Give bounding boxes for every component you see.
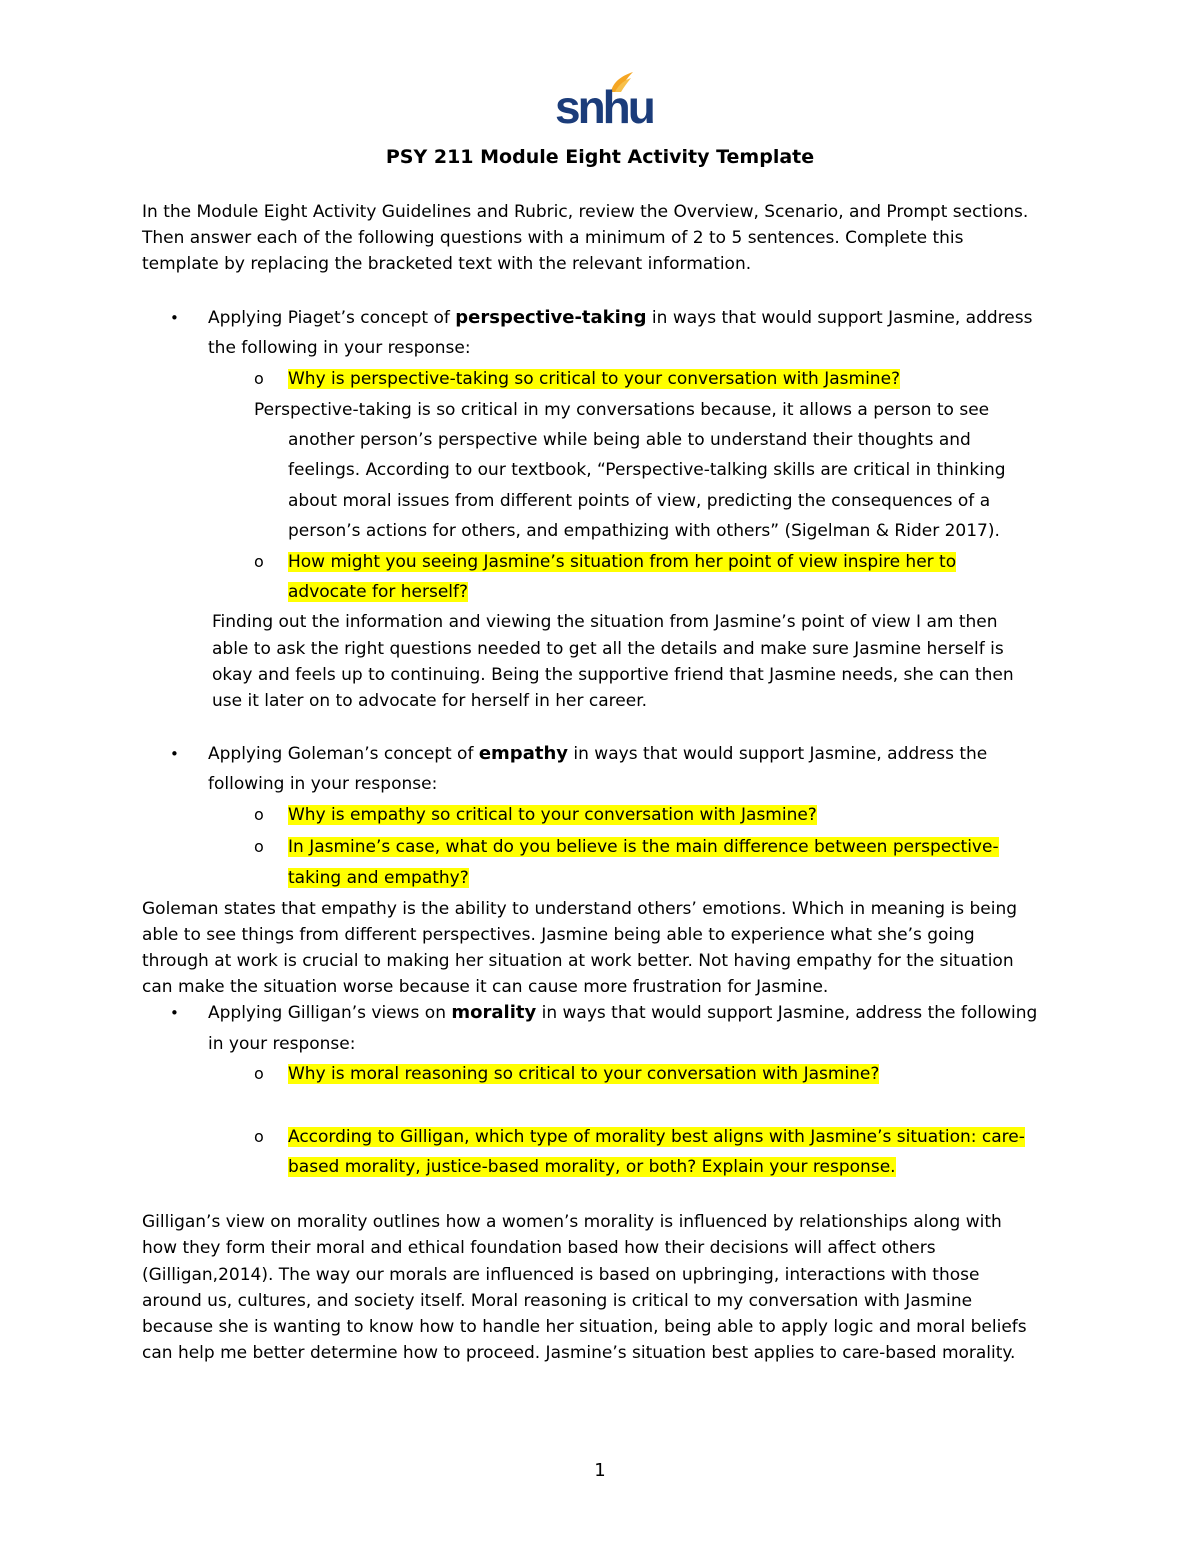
section3-heading-line2: in your response: — [208, 1034, 356, 1054]
highlighted-question: taking and empathy? — [288, 868, 469, 888]
section1-heading-line2: the following in your response: — [208, 338, 471, 358]
section1-prefix: Applying Piaget’s concept of — [208, 308, 450, 328]
highlighted-question: Why is moral reasoning so critical to your conversation with Jasmine? — [288, 1064, 880, 1084]
bullet-icon: • — [170, 745, 179, 763]
highlighted-question: Why is empathy so critical to your conversation with Jasmine? — [288, 805, 817, 825]
section3-suffix: in ways that would support Jasmine, address the following — [541, 1003, 1038, 1023]
sub-bullet-icon: o — [254, 369, 264, 388]
section3-answer-line: around us, cultures, and society itself. Moral reasoning is critical to my conversation with Jasmine — [142, 1291, 973, 1311]
section3-prefix: Applying Gilligan’s views on — [208, 1003, 446, 1023]
section3-answer-line: Gilligan’s view on morality outlines how a women’s morality is influenced by relationships along with — [142, 1212, 1002, 1232]
highlighted-question: According to Gilligan, which type of morality best aligns with Jasmine’s situation: care- — [288, 1127, 1025, 1147]
sub-bullet-icon: o — [254, 552, 264, 571]
section1-answer1-line: feelings. According to our textbook, “Perspective-talking skills are critical in thinking — [288, 460, 1006, 480]
section1-answer1-line: another person’s perspective while being able to understand their thoughts and — [288, 430, 971, 450]
highlighted-question: based morality, justice-based morality, or both? Explain your response. — [288, 1157, 896, 1177]
section1-question1 — [288, 366, 900, 392]
intro-line: In the Module Eight Activity Guidelines and Rubric, review the Overview, Scenario, and Prompt sections. — [142, 202, 1029, 222]
intro-line: template by replacing the bracketed text with the relevant information. — [142, 254, 752, 274]
page-title: PSY 211 Module Eight Activity Template — [385, 146, 815, 168]
section2-question1 — [288, 802, 817, 828]
section1-question2-line2 — [288, 579, 468, 605]
section3-heading — [208, 1000, 1037, 1026]
sub-bullet-icon: o — [254, 805, 264, 824]
section3-question2 — [288, 1124, 1025, 1150]
highlighted-question: advocate for herself? — [288, 582, 469, 602]
section3-keyword: morality — [451, 1002, 537, 1023]
section1-answer1-line: about moral issues from different points of view, predicting the consequences of a — [288, 491, 991, 511]
sub-bullet-icon: o — [254, 1064, 264, 1083]
bullet-icon: • — [170, 309, 179, 327]
section2-keyword: empathy — [478, 743, 568, 764]
section2-heading-line2: following in your response: — [208, 774, 438, 794]
section2-heading — [208, 741, 987, 767]
section1-suffix: in ways that would support Jasmine, address — [651, 308, 1033, 328]
section3-answer-line: can help me better determine how to proceed. Jasmine’s situation best applies to care-based morality. — [142, 1343, 1016, 1363]
intro-line: Then answer each of the following questions with a minimum of 2 to 5 sentences. Complete this — [142, 228, 964, 248]
snhu-logo — [553, 72, 653, 134]
bullet-icon: • — [170, 1004, 179, 1022]
section1-answer1-line: person’s actions for others, and empathizing with others” (Sigelman & Rider 2017). — [288, 521, 1000, 541]
highlighted-question: In Jasmine’s case, what do you believe is the main difference between perspective- — [288, 837, 999, 857]
sub-bullet-icon: o — [254, 837, 264, 856]
section2-answer-line: through at work is crucial to making her situation at work better. Not having empathy for the situation — [142, 951, 1014, 971]
section3-answer-line: (Gilligan,2014). The way our morals are influenced is based on upbringing, interactions with those — [142, 1265, 980, 1285]
section1-answer2-line: Finding out the information and viewing the situation from Jasmine’s point of view I am then — [212, 612, 998, 632]
section2-question2 — [288, 834, 999, 860]
section3-question2-line2 — [288, 1154, 896, 1180]
section1-answer2-line: okay and feels up to continuing. Being the supportive friend that Jasmine needs, she can then — [212, 665, 1014, 685]
section2-answer-line: Goleman states that empathy is the ability to understand others’ emotions. Which in meaning is being — [142, 899, 1018, 919]
logo-text: snhu — [555, 81, 653, 133]
page-number: 1 — [594, 1460, 606, 1481]
section2-answer-line: can make the situation worse because it can cause more frustration for Jasmine. — [142, 977, 829, 997]
section2-answer-line: able to see things from different perspectives. Jasmine being able to experience what she’s going — [142, 925, 975, 945]
section1-answer2-line: use it later on to advocate for herself in her career. — [212, 691, 648, 711]
sub-bullet-icon: o — [254, 1127, 264, 1146]
highlighted-question: Why is perspective-taking so critical to your conversation with Jasmine? — [288, 369, 901, 389]
section1-answer1-line: Perspective-taking is so critical in my conversations because, it allows a person to see — [254, 400, 990, 420]
section2-question2-line2 — [288, 865, 469, 891]
section1-answer2-line: able to ask the right questions needed to get all the details and make sure Jasmine herself is — [212, 639, 1004, 659]
section3-answer-line: because she is wanting to know how to handle her situation, being able to apply logic and moral beliefs — [142, 1317, 1027, 1337]
section2-prefix: Applying Goleman’s concept of — [208, 744, 474, 764]
section3-question1 — [288, 1061, 879, 1087]
section1-heading — [208, 305, 1032, 331]
section2-suffix: in ways that would support Jasmine, address the — [573, 744, 988, 764]
highlighted-question: How might you seeing Jasmine’s situation from her point of view inspire her to — [288, 552, 957, 572]
section1-question2 — [288, 549, 956, 575]
section3-answer-line: how they form their moral and ethical foundation based how their decisions will affect others — [142, 1238, 936, 1258]
section1-keyword: perspective-taking — [455, 307, 647, 328]
